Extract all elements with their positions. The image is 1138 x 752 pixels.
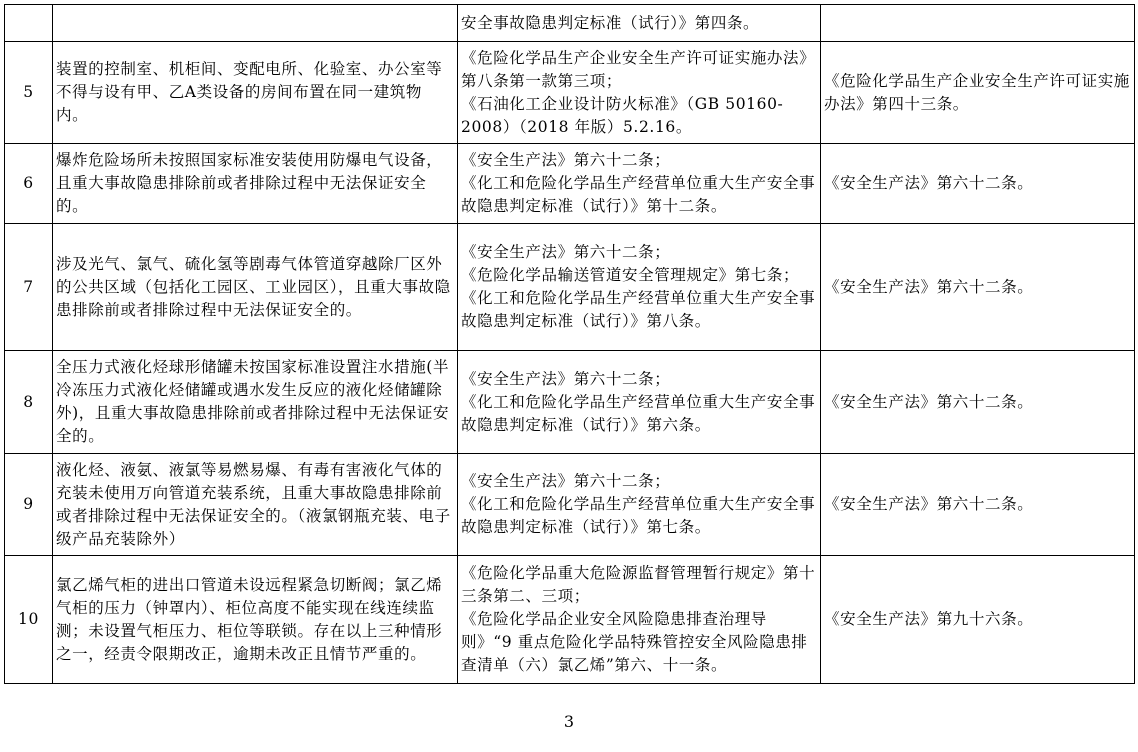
penalty-basis: 《危险化学品生产企业安全生产许可证实施办法》第四十三条。 — [821, 42, 1135, 144]
row-number: 6 — [5, 144, 53, 224]
penalty-basis — [821, 5, 1135, 42]
row-number: 8 — [5, 351, 53, 454]
legal-basis: 安全事故隐患判定标准（试行）》第四条。 — [458, 5, 821, 42]
hazard-description — [53, 5, 458, 42]
regulation-table — [4, 4, 1135, 684]
legal-basis: 《危险化学品重大危险源监督管理暂行规定》第十三条第二、三项； 《危险化学品企业安全风险隐患排查治理导则》“9 重点危险化学品特殊管控安全风险隐患排查清单（六）氯乙烯”第六、十一条。 — [458, 556, 821, 684]
penalty-basis: 《安全生产法》第九十六条。 — [821, 556, 1135, 684]
penalty-basis: 《安全生产法》第六十二条。 — [821, 224, 1135, 351]
penalty-basis: 《安全生产法》第六十二条。 — [821, 454, 1135, 556]
row-number: 7 — [5, 224, 53, 351]
row-number: 9 — [5, 454, 53, 556]
hazard-description: 全压力式液化烃球形储罐未按国家标准设置注水措施(半冷冻压力式液化烃储罐或遇水发生反应的液化烃储罐除外)，且重大事故隐患排除前或者排除过程中无法保证安全的。 — [53, 351, 458, 454]
row-number: 5 — [5, 42, 53, 144]
page-number: 3 — [563, 712, 575, 731]
legal-basis: 《安全生产法》第六十二条； 《化工和危险化学品生产经营单位重大生产安全事故隐患判定标准（试行）》第六条。 — [458, 351, 821, 454]
table-row — [5, 351, 1135, 454]
table-row — [5, 556, 1135, 684]
row-number — [5, 5, 53, 42]
legal-basis: 《安全生产法》第六十二条； 《化工和危险化学品生产经营单位重大生产安全事故隐患判定标准（试行）》第十二条。 — [458, 144, 821, 224]
table-row — [5, 42, 1135, 144]
table-row — [5, 454, 1135, 556]
legal-basis: 《安全生产法》第六十二条； 《化工和危险化学品生产经营单位重大生产安全事故隐患判定标准（试行）》第七条。 — [458, 454, 821, 556]
penalty-basis: 《安全生产法》第六十二条。 — [821, 351, 1135, 454]
legal-basis: 《危险化学品生产企业安全生产许可证实施办法》第八条第一款第三项； 《石油化工企业设计防火标准》（GB 50160-2008）（2018 年版）5.2.16。 — [458, 42, 821, 144]
hazard-description: 氯乙烯气柜的进出口管道未设远程紧急切断阀；氯乙烯气柜的压力（钟罩内）、柜位高度不能实现在线连续监测；未设置气柜压力、柜位等联锁。存在以上三种情形之一，经责令限期改正，逾期未改正且情节严重的。 — [53, 556, 458, 684]
table-row — [5, 144, 1135, 224]
hazard-description: 装置的控制室、机柜间、变配电所、化验室、办公室等不得与设有甲、乙A类设备的房间布置在同一建筑物内。 — [53, 42, 458, 144]
penalty-basis: 《安全生产法》第六十二条。 — [821, 144, 1135, 224]
row-number: 10 — [5, 556, 53, 684]
hazard-description: 液化烃、液氨、液氯等易燃易爆、有毒有害液化气体的充装未使用万向管道充装系统，且重大事故隐患排除前或者排除过程中无法保证安全的。（液氯钢瓶充装、电子级产品充装除外） — [53, 454, 458, 556]
hazard-description: 爆炸危险场所未按照国家标准安装使用防爆电气设备，且重大事故隐患排除前或者排除过程中无法保证安全的。 — [53, 144, 458, 224]
hazard-description: 涉及光气、氯气、硫化氢等剧毒气体管道穿越除厂区外的公共区域（包括化工园区、工业园区），且重大事故隐患排除前或者排除过程中无法保证安全的。 — [53, 224, 458, 351]
table-row — [5, 5, 1135, 42]
legal-basis: 《安全生产法》第六十二条； 《危险化学品输送管道安全管理规定》第七条； 《化工和危险化学品生产经营单位重大生产安全事故隐患判定标准（试行）》第八条。 — [458, 224, 821, 351]
table-row — [5, 224, 1135, 351]
